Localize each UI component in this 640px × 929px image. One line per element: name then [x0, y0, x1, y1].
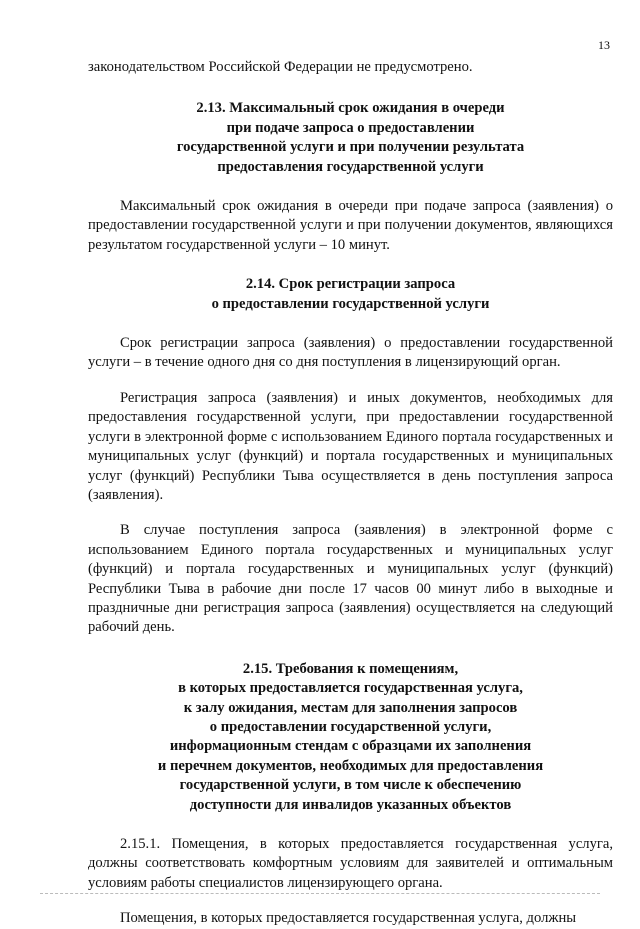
heading-line: о предоставлении государственной услуги, — [209, 718, 492, 735]
heading-line: информационным стендам с образцами их заполнения — [169, 738, 532, 755]
heading-line: 2.13. Максимальный срок ожидания в очереди — [196, 100, 505, 117]
intro-line: законодательством Российской Федерации не предусмотрено. — [88, 59, 473, 75]
heading-line: и перечнем документов, необходимых для предоставления — [157, 757, 544, 774]
section-2-14-paragraph: В случае поступления запроса (заявления) в электронной форме с использованием Единого портала государственных и муниципальных услуг (функций) и портала государственных и муниципальных услуг (функций) Республики Тыва в рабочие дни после 17 часов 00 минут либо в выходные и праздничные дни регистрация запроса (заявления) осуществляется на следующий рабочий день. — [88, 522, 613, 636]
heading-line: 2.15. Требования к помещениям, — [242, 660, 459, 677]
heading-line: доступности для инвалидов указанных объектов — [189, 796, 512, 813]
heading-line: в которых предоставляется государственная услуга, — [178, 680, 523, 697]
heading-line: к залу ожидания, местам для заполнения запросов — [183, 699, 518, 716]
heading-line: при подаче запроса о предоставлении — [226, 119, 475, 136]
heading-line: 2.14. Срок регистрации запроса — [245, 276, 456, 293]
section-2-13-paragraph: Максимальный срок ожидания в очереди при подаче запроса (заявления) о предоставлении государственной услуги и при получении документов, являющихся результатом государственной услуги – 10 минут. — [88, 198, 613, 253]
page-bottom-edge — [40, 893, 600, 896]
section-2-15-paragraph: Помещения, в которых предоставляется государственная услуга, должны — [120, 910, 577, 927]
section-2-13-heading — [88, 99, 613, 177]
section-2-15-paragraph: 2.15.1. Помещения, в которых предоставляется государственная услуга, должны соответствовать комфортным условиям для заявителей и оптимальным условиям работы специалистов лицензирующего органа. — [88, 836, 613, 891]
heading-line: о предоставлении государственной услуги — [211, 295, 490, 312]
section-2-14-paragraph: Регистрация запроса (заявления) и иных документов, необходимых для предоставления государственной услуги, при предоставлении государственной услуги в электронной форме с использованием Единого портала государственных и муниципальных услуг (функций) и портала государственных и муниципальных услуг (функций) Республики Тыва осуществляется в день поступления запроса (заявления). — [88, 389, 613, 503]
heading-line: государственной услуги и при получении результата — [176, 139, 525, 156]
document-body — [88, 58, 613, 929]
section-2-14-paragraph: Срок регистрации запроса (заявления) о предоставлении государственной услуги – в течение одного дня со дня поступления в лицензирующий орган. — [88, 335, 613, 371]
heading-line: государственной услуги, в том числе к обеспечению — [179, 777, 522, 794]
heading-line: предоставления государственной услуги — [217, 158, 484, 175]
section-2-14-heading — [88, 275, 613, 314]
section-2-15-heading — [88, 660, 613, 815]
page-number: 13 — [598, 38, 610, 52]
